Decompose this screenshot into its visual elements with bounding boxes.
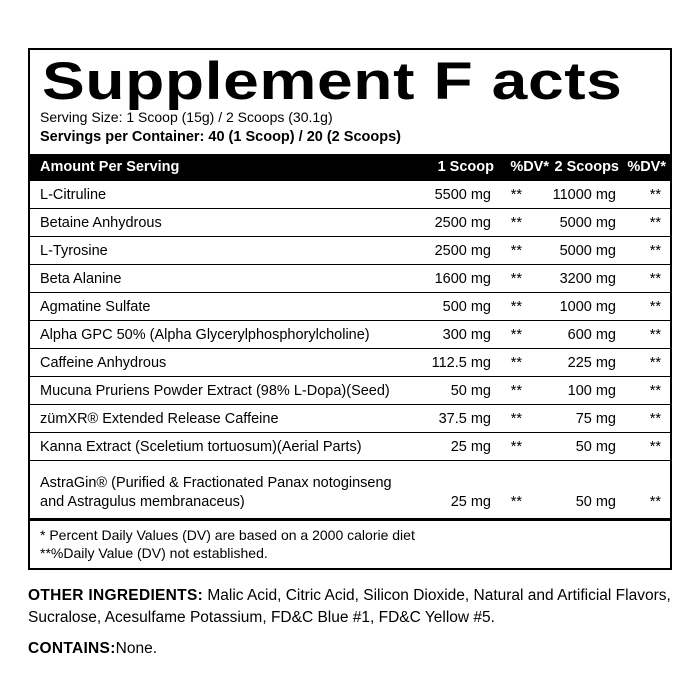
row-name: Betaine Anhydrous bbox=[40, 215, 162, 231]
row-amount-2-scoops: 5000 mg bbox=[559, 243, 616, 259]
row-name: Beta Alanine bbox=[40, 271, 122, 287]
row-dv-2: ** bbox=[649, 327, 661, 343]
table-row bbox=[30, 187, 670, 207]
row-dv-1: ** bbox=[510, 243, 522, 259]
row-dv-2: ** bbox=[649, 411, 661, 427]
table-row bbox=[30, 271, 670, 291]
row-divider bbox=[30, 460, 670, 461]
row-amount-1-scoop: 50 mg bbox=[450, 383, 491, 399]
other-ingredients-label: OTHER INGREDIENTS: bbox=[28, 587, 204, 604]
footnote-dv: * Percent Daily Values (DV) are based on a 2000 calorie diet bbox=[40, 527, 415, 543]
row-divider bbox=[30, 320, 670, 321]
row-amount-2-scoops: 75 mg bbox=[575, 411, 616, 427]
table-row-astragin bbox=[30, 475, 670, 515]
footnote-not-established: **%Daily Value (DV) not established. bbox=[40, 545, 268, 561]
row-divider bbox=[30, 236, 670, 237]
row-amount-1-scoop: 25 mg bbox=[450, 494, 491, 510]
table-row bbox=[30, 355, 670, 375]
row-dv-1: ** bbox=[510, 355, 522, 371]
row-amount-2-scoops: 600 mg bbox=[567, 327, 616, 343]
row-name: Alpha GPC 50% (Alpha Glycerylphosphorylcholine) bbox=[40, 327, 370, 343]
row-dv-1: ** bbox=[510, 299, 522, 315]
serving-size: Serving Size: 1 Scoop (15g) / 2 Scoops (30.1g) bbox=[40, 109, 333, 125]
row-dv-1: ** bbox=[510, 383, 522, 399]
header-dv-2: %DV* bbox=[627, 159, 666, 175]
row-amount-2-scoops: 225 mg bbox=[567, 355, 616, 371]
table-row bbox=[30, 327, 670, 347]
row-dv-2: ** bbox=[649, 271, 661, 287]
panel-title: Supplement F acts bbox=[42, 52, 623, 111]
row-divider bbox=[30, 292, 670, 293]
contains bbox=[28, 640, 157, 658]
row-name: L-Citruline bbox=[40, 187, 107, 203]
row-amount-1-scoop: 500 mg bbox=[442, 299, 491, 315]
row-name: L-Tyrosine bbox=[40, 243, 108, 259]
row-dv-1: ** bbox=[510, 215, 522, 231]
row-name: Kanna Extract (Sceletium tortuosum)(Aerial Parts) bbox=[40, 439, 362, 455]
contains-label: CONTAINS: bbox=[28, 640, 116, 657]
row-name-line1: AstraGin® (Purified & Fractionated Panax notoginseng bbox=[40, 475, 392, 491]
row-amount-1-scoop: 1600 mg bbox=[434, 271, 491, 287]
row-dv-2: ** bbox=[649, 299, 661, 315]
row-amount-2-scoops: 5000 mg bbox=[559, 215, 616, 231]
row-amount-2-scoops: 1000 mg bbox=[559, 299, 616, 315]
row-amount-2-scoops: 3200 mg bbox=[559, 271, 616, 287]
row-dv-1: ** bbox=[510, 494, 522, 510]
header-dv-1: %DV* bbox=[510, 159, 549, 175]
table-row bbox=[30, 299, 670, 319]
row-dv-2: ** bbox=[649, 439, 661, 455]
header-1-scoop: 1 Scoop bbox=[437, 159, 494, 175]
row-divider bbox=[30, 208, 670, 209]
row-amount-1-scoop: 112.5 mg bbox=[431, 355, 491, 371]
row-divider bbox=[30, 376, 670, 377]
row-amount-1-scoop: 2500 mg bbox=[434, 243, 491, 259]
table-row bbox=[30, 243, 670, 263]
row-amount-2-scoops: 50 mg bbox=[575, 494, 616, 510]
row-dv-2: ** bbox=[649, 355, 661, 371]
row-dv-2: ** bbox=[649, 243, 661, 259]
header-2-scoops: 2 Scoops bbox=[554, 159, 619, 175]
row-divider bbox=[30, 404, 670, 405]
footnote-divider bbox=[30, 518, 670, 521]
row-name: Mucuna Pruriens Powder Extract (98% L-Dopa)(Seed) bbox=[40, 383, 390, 399]
header-amount-per-serving: Amount Per Serving bbox=[40, 159, 180, 175]
row-amount-1-scoop: 25 mg bbox=[450, 439, 491, 455]
table-row bbox=[30, 383, 670, 403]
supplement-facts-panel bbox=[28, 48, 672, 570]
other-ingredients bbox=[28, 585, 678, 629]
row-amount-2-scoops: 100 mg bbox=[567, 383, 616, 399]
row-dv-1: ** bbox=[510, 411, 522, 427]
row-amount-2-scoops: 11000 mg bbox=[552, 187, 616, 203]
row-amount-1-scoop: 300 mg bbox=[442, 327, 491, 343]
row-dv-2: ** bbox=[649, 187, 661, 203]
row-dv-2: ** bbox=[649, 383, 661, 399]
row-amount-1-scoop: 2500 mg bbox=[434, 215, 491, 231]
row-dv-2: ** bbox=[649, 494, 661, 510]
servings-per-container: Servings per Container: 40 (1 Scoop) / 20 (2 Scoops) bbox=[40, 129, 401, 145]
row-amount-1-scoop: 5500 mg bbox=[434, 187, 491, 203]
row-divider bbox=[30, 348, 670, 349]
table-header bbox=[30, 154, 670, 181]
row-dv-1: ** bbox=[510, 187, 522, 203]
row-amount-2-scoops: 50 mg bbox=[575, 439, 616, 455]
row-amount-1-scoop: 37.5 mg bbox=[438, 411, 491, 427]
row-dv-2: ** bbox=[649, 215, 661, 231]
contains-text: None. bbox=[115, 640, 158, 657]
row-dv-1: ** bbox=[510, 439, 522, 455]
row-dv-1: ** bbox=[510, 327, 522, 343]
row-name: Agmatine Sulfate bbox=[40, 299, 151, 315]
other-ingredients-text: Malic Acid, Citric Acid, Silicon Dioxide, Natural and Artificial Flavors, Sucralose, Acesulfame Potassium, FD&C Blue #1, FD&C Yellow #5. bbox=[28, 587, 671, 626]
row-name: Caffeine Anhydrous bbox=[40, 355, 167, 371]
table-row bbox=[30, 439, 670, 459]
row-name: zümXR® Extended Release Caffeine bbox=[40, 411, 279, 427]
row-name-line2: and Astragulus membranaceus) bbox=[40, 494, 245, 510]
table-row bbox=[30, 411, 670, 431]
row-dv-1: ** bbox=[510, 271, 522, 287]
table-row bbox=[30, 215, 670, 235]
row-divider bbox=[30, 432, 670, 433]
row-divider bbox=[30, 264, 670, 265]
